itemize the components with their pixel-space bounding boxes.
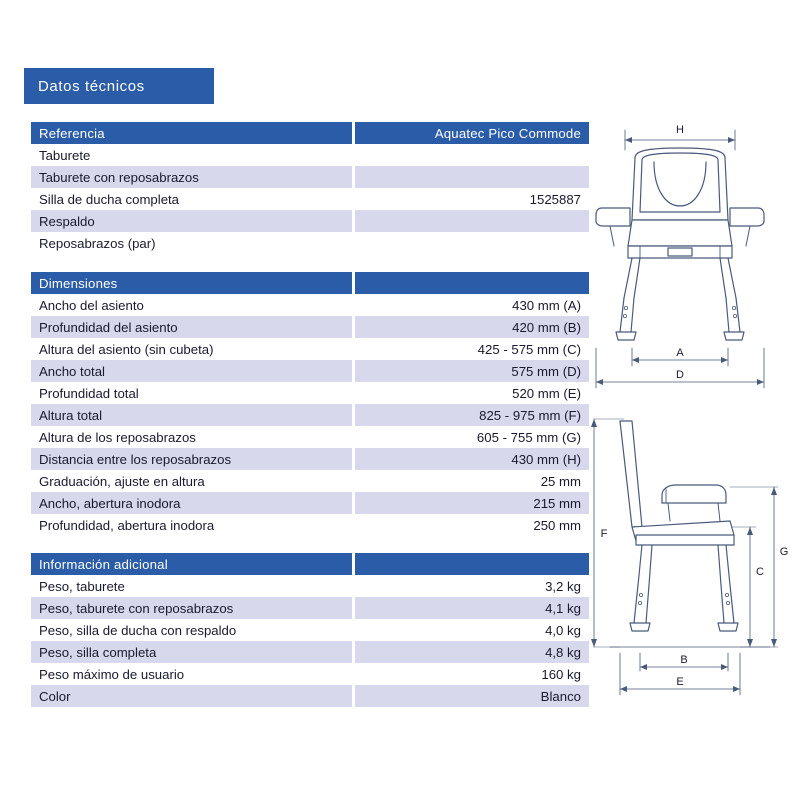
table-row	[31, 210, 589, 232]
table-row	[31, 144, 589, 166]
row-value: 825 - 975 mm (F)	[354, 404, 590, 426]
row-label: Taburete con reposabrazos	[31, 166, 354, 188]
column-header-label: Referencia	[31, 122, 354, 144]
table-row	[31, 232, 589, 254]
front-view-diagram	[580, 120, 790, 395]
table-row	[31, 619, 589, 641]
page-title-text: Datos técnicos	[38, 77, 145, 95]
row-label: Distancia entre los reposabrazos	[31, 448, 354, 470]
row-label: Ancho, abertura inodora	[31, 492, 354, 514]
dim-label-G: G	[779, 546, 789, 558]
dim-label-E: E	[676, 676, 684, 688]
dim-label-B: B	[680, 654, 688, 666]
product-diagrams	[580, 120, 790, 700]
side-view-diagram	[580, 409, 790, 709]
table-row	[31, 382, 589, 404]
row-label: Altura del asiento (sin cubeta)	[31, 338, 354, 360]
table-row	[31, 470, 589, 492]
row-label: Peso, taburete	[31, 575, 354, 597]
dim-label-H: H	[676, 124, 684, 136]
row-value: 420 mm (B)	[354, 316, 590, 338]
row-label: Color	[31, 685, 354, 707]
table-row	[31, 294, 589, 316]
table-row	[31, 166, 589, 188]
table-row	[31, 514, 589, 536]
table-row	[31, 575, 589, 597]
row-label: Profundidad total	[31, 382, 354, 404]
row-label: Altura total	[31, 404, 354, 426]
row-label: Graduación, ajuste en altura	[31, 470, 354, 492]
column-header-value: Aquatec Pico Commode	[354, 122, 590, 144]
row-label: Taburete	[31, 144, 354, 166]
row-value: 25 mm	[354, 470, 590, 492]
row-label: Altura de los reposabrazos	[31, 426, 354, 448]
row-value: 1525887	[354, 188, 590, 210]
dim-label-D: D	[676, 369, 684, 381]
row-label: Reposabrazos (par)	[31, 232, 354, 254]
dim-label-A: A	[676, 347, 684, 359]
row-value	[354, 144, 590, 166]
row-value: 3,2 kg	[354, 575, 590, 597]
row-value: 430 mm (A)	[354, 294, 590, 316]
row-label: Ancho total	[31, 360, 354, 382]
row-value: 250 mm	[354, 514, 590, 536]
row-value: 4,8 kg	[354, 641, 590, 663]
table-header-row	[31, 272, 589, 294]
row-label: Profundidad, abertura inodora	[31, 514, 354, 536]
row-label: Peso máximo de usuario	[31, 663, 354, 685]
table-row	[31, 404, 589, 426]
table-row	[31, 188, 589, 210]
row-label: Peso, silla de ducha con respaldo	[31, 619, 354, 641]
table-row	[31, 338, 589, 360]
table-row	[31, 426, 589, 448]
page-title	[24, 68, 214, 104]
table-row	[31, 492, 589, 514]
table-row	[31, 360, 589, 382]
row-value: 575 mm (D)	[354, 360, 590, 382]
row-value: 160 kg	[354, 663, 590, 685]
table-header-row	[31, 553, 589, 575]
row-value: 4,1 kg	[354, 597, 590, 619]
row-value	[354, 166, 590, 188]
row-label: Ancho del asiento	[31, 294, 354, 316]
table-row	[31, 597, 589, 619]
table-dimensiones	[31, 272, 581, 536]
table-header-row	[31, 122, 589, 144]
table-referencia	[31, 122, 581, 254]
column-header-label: Dimensiones	[31, 272, 354, 294]
row-label: Respaldo	[31, 210, 354, 232]
table-row	[31, 663, 589, 685]
row-label: Peso, taburete con reposabrazos	[31, 597, 354, 619]
row-value: 425 - 575 mm (C)	[354, 338, 590, 360]
column-header-value	[354, 553, 590, 575]
table-row	[31, 685, 589, 707]
row-value: Blanco	[354, 685, 590, 707]
row-label: Peso, silla completa	[31, 641, 354, 663]
row-value: 4,0 kg	[354, 619, 590, 641]
table-informacion-adicional	[31, 553, 581, 707]
table-row	[31, 641, 589, 663]
column-header-label: Información adicional	[31, 553, 354, 575]
row-value: 215 mm	[354, 492, 590, 514]
row-value	[354, 232, 590, 254]
row-value	[354, 210, 590, 232]
table-row	[31, 448, 589, 470]
row-value: 520 mm (E)	[354, 382, 590, 404]
row-label: Silla de ducha completa	[31, 188, 354, 210]
dim-label-F: F	[600, 528, 608, 540]
dim-label-C: C	[756, 566, 764, 578]
column-header-value	[354, 272, 590, 294]
row-value: 605 - 755 mm (G)	[354, 426, 590, 448]
row-label: Profundidad del asiento	[31, 316, 354, 338]
table-row	[31, 316, 589, 338]
row-value: 430 mm (H)	[354, 448, 590, 470]
